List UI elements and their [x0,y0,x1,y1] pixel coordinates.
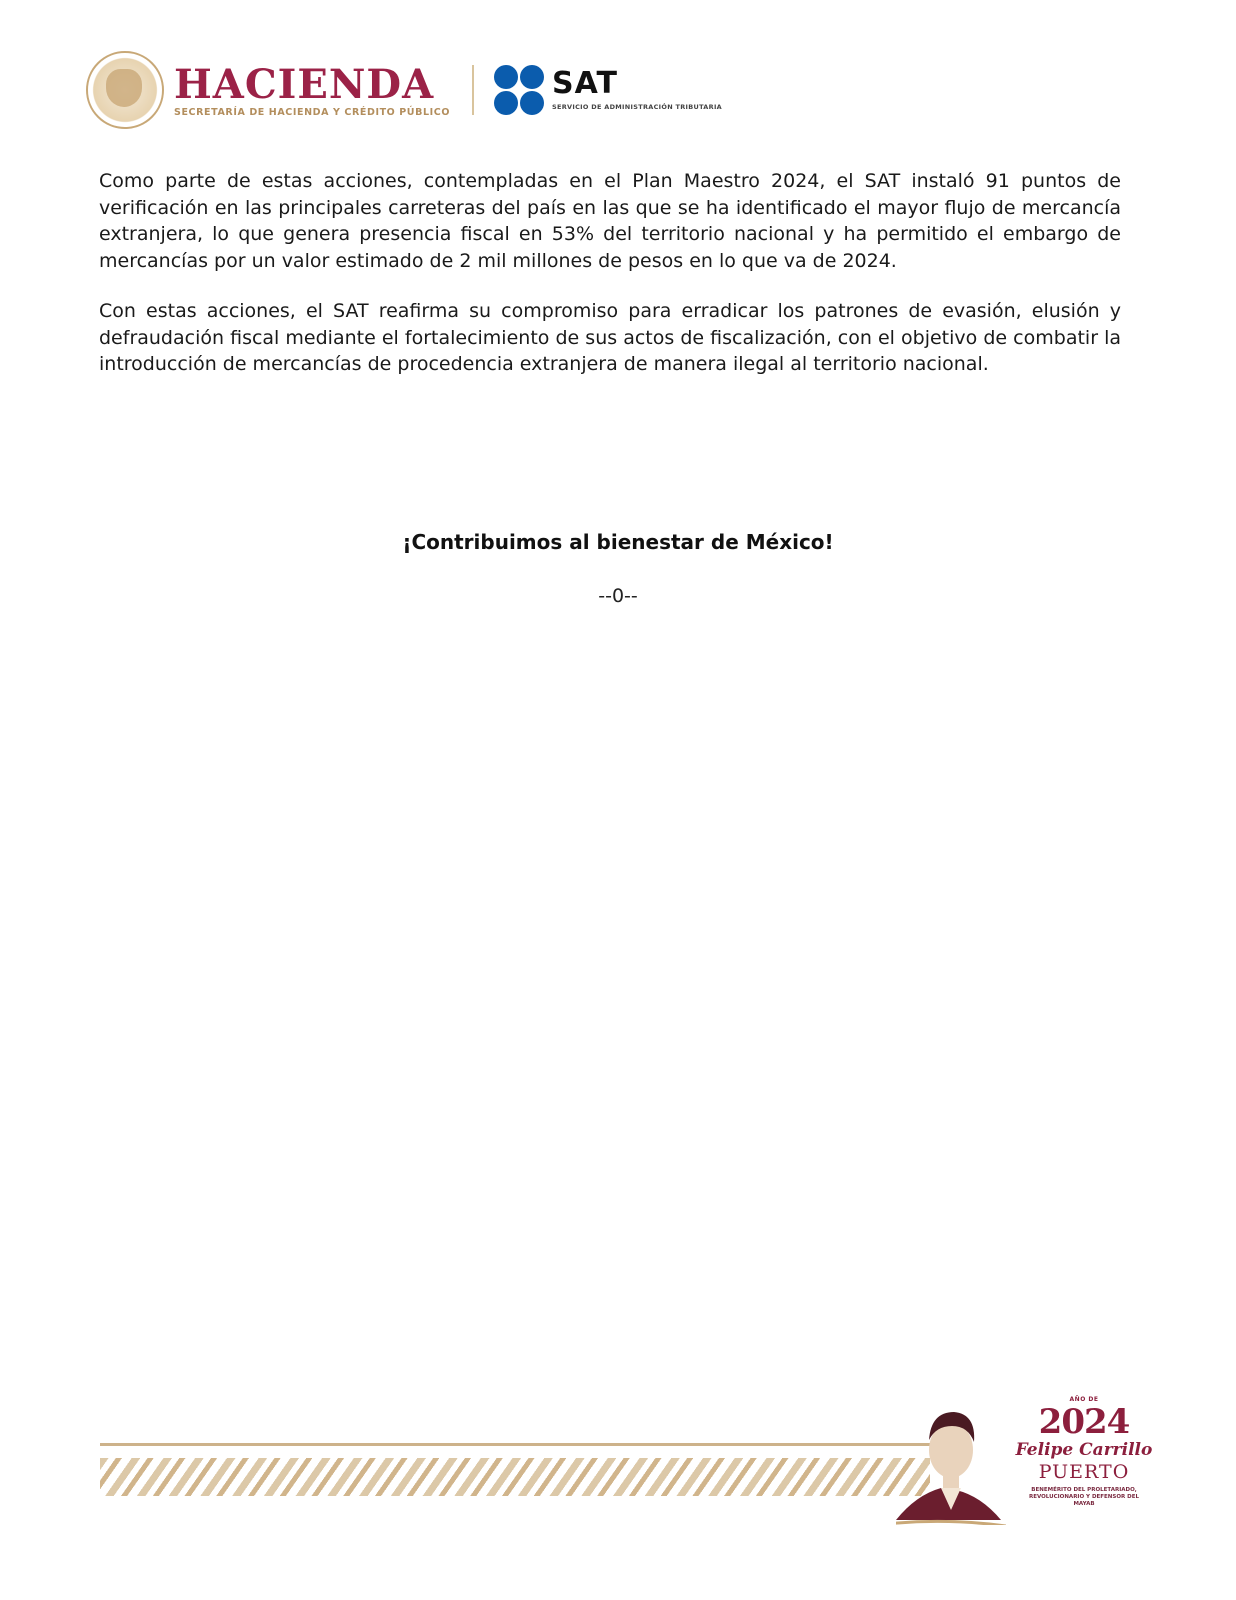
sat-logo-title: SAT [552,66,618,101]
sat-dot [494,65,518,89]
sat-dot [494,91,518,115]
sat-logo-subtitle: SERVICIO DE ADMINISTRACIÓN TRIBUTARIA [552,103,722,111]
logo-divider [472,65,474,115]
badge-name: Felipe Carrillo [1015,1440,1153,1460]
badge-year-prefix: AÑO DE [1069,1396,1099,1403]
felipe-carrillo-portrait-icon [896,1400,1006,1525]
badge-surname: PUERTO [1038,1461,1130,1483]
hacienda-logo-title: HACIENDA [174,60,435,108]
mexican-coat-of-arms-seal-icon [86,51,164,129]
badge-caption: BENEMÉRITO DEL PROLETARIADO, REVOLUCIONARIO Y DEFENSOR DEL MAYAB [1028,1487,1140,1507]
closing-slogan: ¡Contribuimos al bienestar de México! [402,530,834,554]
sat-logo [552,66,722,111]
body-paragraph: Como parte de estas acciones, contempladas en el Plan Maestro 2024, el SAT instaló 91 puntos de verificación en las principales carreteras del país en las que se ha identificado el mayor flujo de mercancía extranjera, lo que genera presencia fiscal en 53% del territorio nacional y ha permitido el embargo de mercancías por un valor estimado de 2 mil millones de pesos en lo que va de 2024. [99,170,1121,272]
document-header [86,50,722,130]
footer-ornamental-pattern [100,1458,930,1496]
sat-dots-icon [494,65,544,115]
end-of-document-mark: --0-- [598,585,638,607]
hacienda-logo [174,60,450,118]
document-body [99,168,1121,402]
body-paragraph: Con estas acciones, el SAT reafirma su compromiso para erradicar los patrones de evasión, elusión y defraudación fiscal mediante el fortalecimiento de sus actos de fiscalización, con el objetivo de combatir la introducción de mercancías de procedencia extranjera de manera ilegal al territorio nacional. [99,300,1121,375]
footer-divider-line [100,1443,930,1446]
sat-dot [520,91,544,115]
badge-text-stack [994,1396,1174,1508]
sat-dot [520,65,544,89]
hacienda-logo-subtitle: SECRETARÍA DE HACIENDA Y CRÉDITO PÚBLICO [174,106,450,118]
badge-year: 2024 [1038,1402,1130,1442]
footer-commemorative-badge [886,1396,1176,1546]
